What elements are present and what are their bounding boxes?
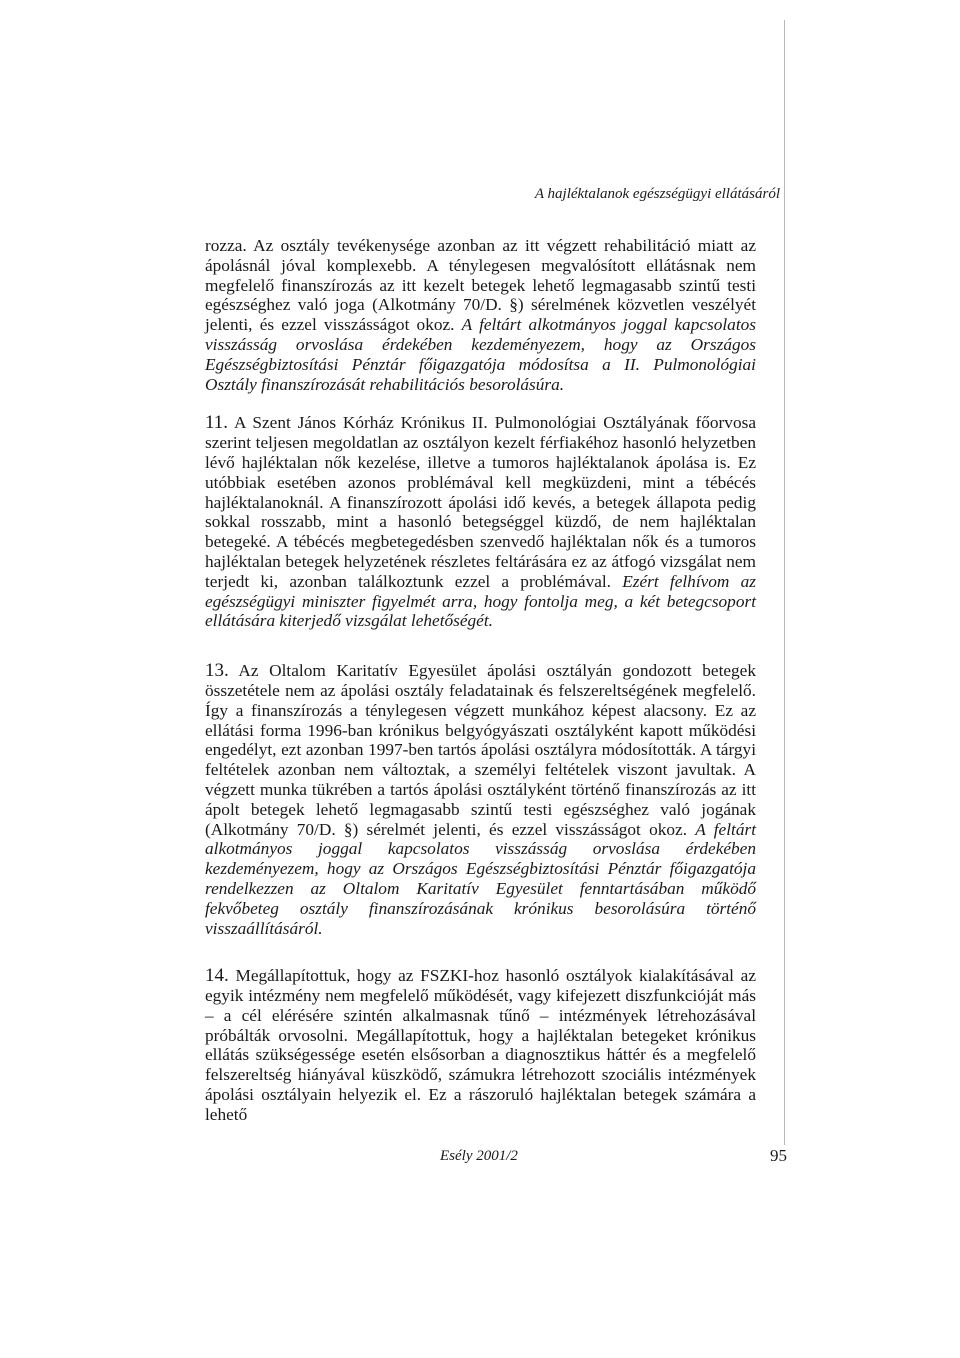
margin-rule <box>784 20 785 1145</box>
body-text <box>205 236 756 1125</box>
paragraph-13 <box>205 661 756 938</box>
paragraph-text: rozza. Az osztály tevékenysége azonban az itt végzett rehabilitáció miatt az ápolásnál jóval komplexebb. A ténylegesen megvalósított ellátásnak nem megfelelő finanszírozás az itt kezelt betegek lehető legmagasabb szintű testi egészséghez való joga (Alkotmány 70/D. §) sérelmének közvetlen veszélyét jelenti, és ezzel visszásságot okoz. <box>205 236 756 335</box>
paragraph-14 <box>205 966 756 1124</box>
paragraph-number: 13. <box>205 660 229 682</box>
paragraph-text: A Szent János Kórház Krónikus II. Pulmonológiai Osztályának főorvosa szerint teljesen megoldatlan az osztályon kezelt férfiakéhoz hasonló helyzetben lévő hajléktalan nők kezelése, illetve a tumoros hajléktalanok ápolása is. Ez utóbbiak esetében azonos problémával kell megküzdeni, mint a tébécés hajléktalanoknál. A finanszírozott ápolási idő kevés, a betegek állapota pedig sokkal rosszabb, mint a hasonló betegséggel küzdő, de nem hajléktalan betegeké. A tébécés megbetegedésben szenvedő hajléktalan nők és a tumoros hajléktalan betegek helyzetének részletes feltárására ez az átfogó vizsgálat nem terjedt ki, azonban találkoztunk ezzel a problémával. <box>205 413 756 591</box>
recommendation-text: A feltárt alkotmányos joggal kapcsolatos visszásság orvoslása érdekében kezdeményezem, hogy az Országos Egészségbiztosítási Pénztár főigazgatója módosítsa a II. Pulmonológiai Osztály finanszírozását rehabilitációs besorolásúra. <box>205 315 756 394</box>
page-number: 95 <box>770 1146 787 1165</box>
paragraph-number: 11. <box>205 412 229 434</box>
running-header: A hajléktalanok egészségügyi ellátásáról <box>534 186 780 202</box>
paragraph-11 <box>205 413 756 631</box>
recommendation-text: Ezért felhívom az egészségügyi miniszter figyelmét arra, hogy fontolja meg, a két betegcsoport ellátására kiterjedő vizsgálat lehetőségét. <box>205 571 756 631</box>
paragraph-text: Megállapítottuk, hogy az FSZKI-hoz hasonló osztályok kialakításával az egyik intézmény nem megfelelő működését, vagy kifejezett diszfunkcióját más – a cél elérésére szintén alkalmasnak tűnő – intézmények létrehozásával próbálták orvosolni. Megállapítottuk, hogy a hajléktalan betegeket krónikus ellátás szükségessége esetén elsősorban a diagnosztikus háttér és a megfelelő felszereltség hiányával küszködő, számukra létrehozott szociális intézmények ápolási osztályain helyezik el. Ez a rászoruló hajléktalan betegek számára a lehető <box>205 966 756 1124</box>
paragraph-continuation <box>205 236 756 394</box>
paragraph-text: Az Oltalom Karitatív Egyesület ápolási osztályán gondozott betegek összetétele nem az ápolási osztály feladatainak és felszereltségének megfelelő. Így a finanszírozás a ténylegesen végzett munkához képest alacsony. Ez az ellátási forma 1996-ban krónikus belgyógyászati osztályként kapott működési engedélyt, ezt azonban 1997-ben tartós ápolási osztályra módosították. A tárgyi feltételek azonban nem változtak, a személyi feltételek viszont javultak. A végzett munka tükrében a tartós ápolási osztályként történő finanszírozás az itt ápolt betegek lehető legmagasabb szintű testi egészséghez való jogának (Alkotmány 70/D. §) sérelmét jelenti, és ezzel visszásságot okoz. <box>205 661 756 839</box>
paragraph-number: 14. <box>205 965 229 987</box>
recommendation-text: A feltárt alkotmányos joggal kapcsolatos visszásság orvoslása érdekében kezdeményezem, hogy az Országos Egészségbiztosítási Pénztár főigazgatója rendelkezzen az Oltalom Karitatív Egyesület fenntartásában működő fekvőbeteg osztály finanszírozásának krónikus besorolásúra történő visszaállításáról. <box>205 819 756 938</box>
footer-journal: Esély 2001/2 <box>440 1148 518 1164</box>
